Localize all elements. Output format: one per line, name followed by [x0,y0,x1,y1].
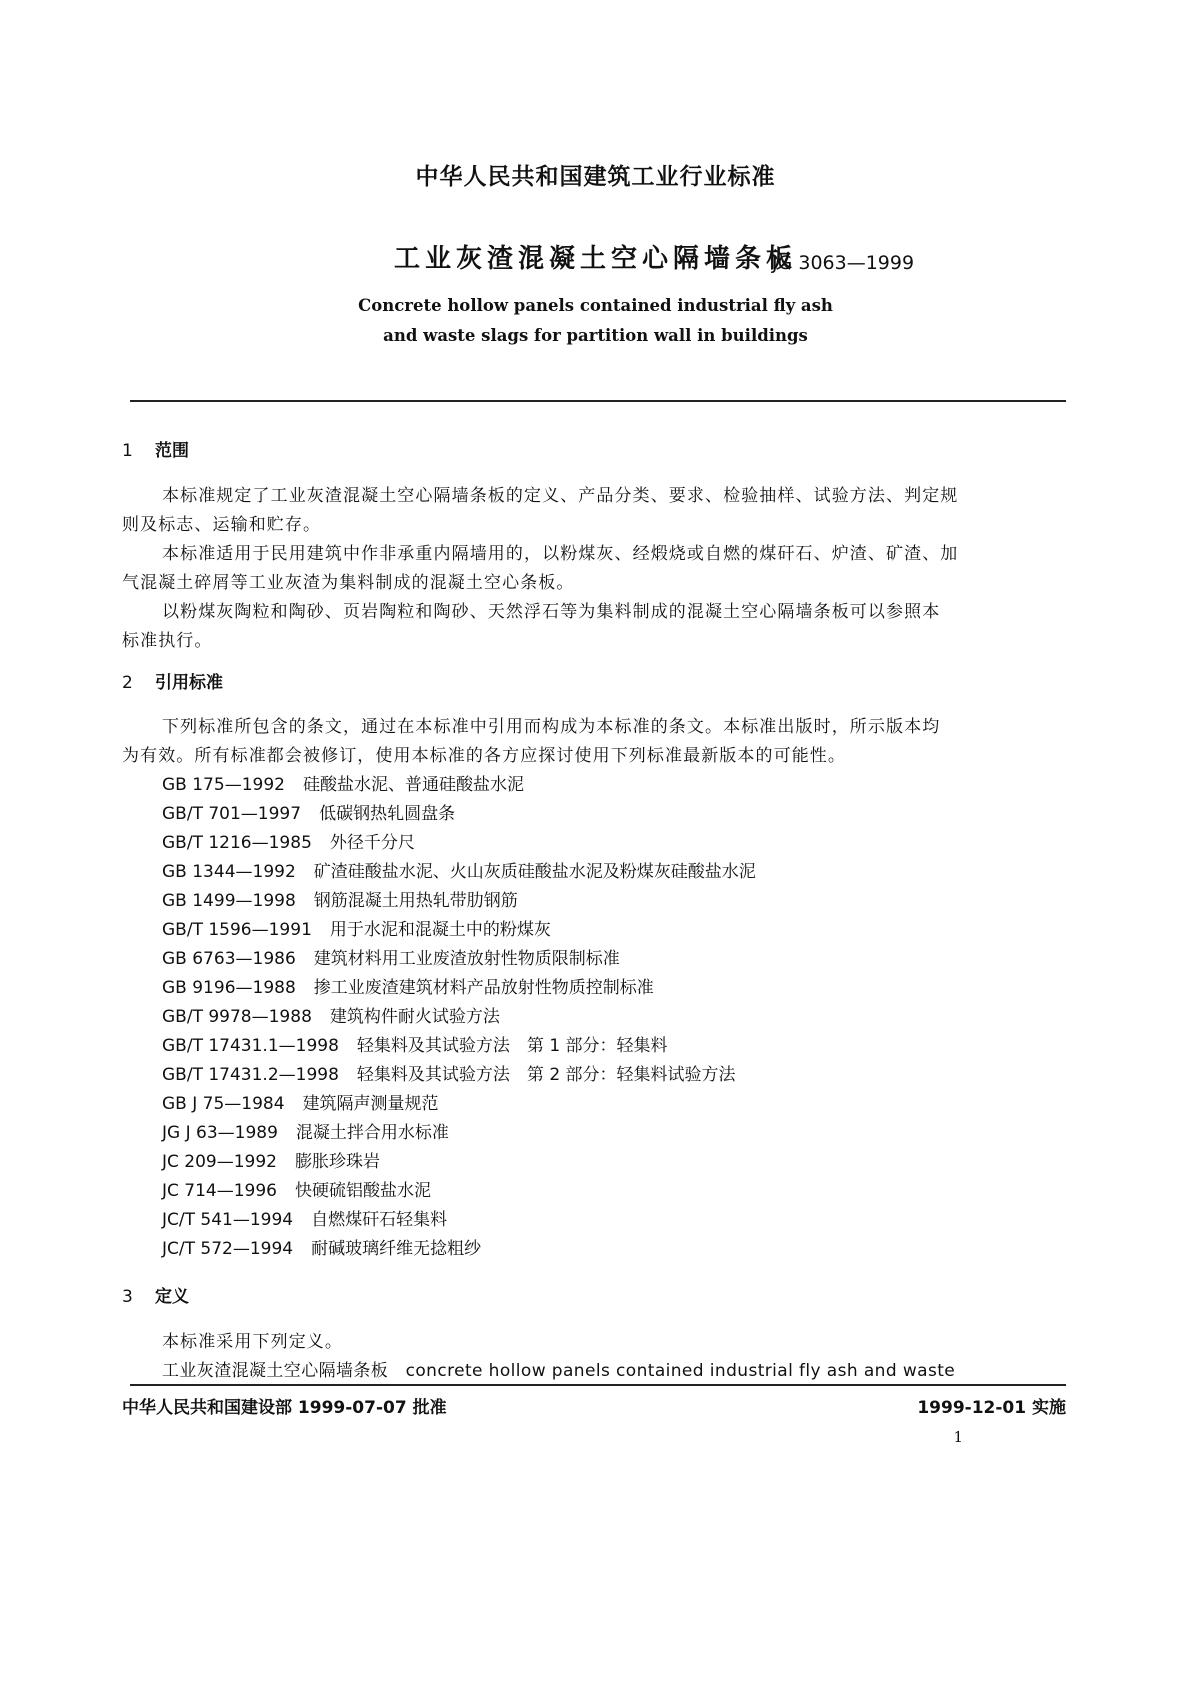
section-number: 3 [122,1287,133,1307]
page-number: 1 [953,1428,963,1446]
reference-title: 耐碱玻璃纤维无捻粗纱 [311,1239,482,1259]
document-title: 工业灰渣混凝土空心隔墙条板 [393,244,797,274]
section-title: 定义 [155,1287,189,1307]
industry-standard-header: 中华人民共和国建筑工业行业标准 [415,164,776,190]
reference-code: GB 175—1992 [162,775,285,795]
reference-code: JG J 63—1989 [162,1123,278,1143]
reference-title: 膨胀珍珠岩 [295,1152,380,1172]
paragraph-line: 则及标志、运输和贮存。 [122,515,322,535]
reference-standard [162,1060,736,1085]
reference-standard [162,1002,500,1027]
paragraph-line: 以粉煤灰陶粒和陶砂、页岩陶粒和陶砂、天然浮石等为集料制成的混凝土空心隔墙条板可以参照本 [162,602,941,622]
reference-standard [162,1176,431,1201]
paragraph-line: 工业灰渣混凝土空心隔墙条板 concrete hollow panels contained industrial fly ash and waste [162,1361,956,1381]
reference-title: 低碳钢热轧圆盘条 [319,804,456,824]
footer-divider [130,1384,1066,1386]
reference-code: JC 714—1996 [162,1181,277,1201]
reference-title: 建筑隔声测量规范 [302,1094,439,1114]
section-title: 范围 [155,441,189,461]
english-title-line-1: Concrete hollow panels contained industrial fly ash [358,296,833,315]
paragraph-line: 本标准适用于民用建筑中作非承重内隔墙用的，以粉煤灰、经煅烧或自燃的煤矸石、炉渣、矿渣、加 [162,544,959,564]
reference-code: GB/T 1216—1985 [162,833,312,853]
reference-title: 掺工业废渣建筑材料产品放射性物质控制标准 [313,978,654,998]
reference-code: GB/T 17431.2—1998 [162,1065,339,1085]
section-title: 引用标准 [155,673,223,693]
reference-standard [162,915,551,940]
reference-title: 建筑材料用工业废渣放射性物质限制标准 [313,949,620,969]
section-heading-3 [122,1282,189,1307]
reference-code: GB/T 9978—1988 [162,1007,312,1027]
reference-code: GB 1499—1998 [162,891,296,911]
reference-title: 钢筋混凝土用热轧带肋钢筋 [313,891,518,911]
reference-code: GB/T 701—1997 [162,804,302,824]
reference-code: GB/T 17431.1—1998 [162,1036,339,1056]
reference-code: JC/T 572—1994 [162,1239,294,1259]
reference-code: JC 209—1992 [162,1152,277,1172]
reference-code: GB 9196—1988 [162,978,296,998]
reference-title: 轻集料及其试验方法 第 2 部分：轻集料试验方法 [356,1065,736,1085]
paragraph-line: 本标准采用下列定义。 [162,1332,343,1352]
reference-standard [162,799,455,824]
paragraph-line: 气混凝土碎屑等工业灰渣为集料制成的混凝土空心条板。 [122,573,575,593]
reference-title: 矿渣硅酸盐水泥、火山灰质硅酸盐水泥及粉煤灰硅酸盐水泥 [313,862,756,882]
reference-standard [162,857,756,882]
section-number: 2 [122,673,133,693]
effective-date: 1999-12-01 实施 [917,1398,1066,1418]
section-number: 1 [122,441,133,461]
reference-standard [162,973,654,998]
reference-standard [162,1234,481,1259]
reference-standard [162,828,415,853]
paragraph-line: 为有效。所有标准都会被修订，使用本标准的各方应探讨使用下列标准最新版本的可能性。 [122,746,846,766]
reference-code: GB/T 1596—1991 [162,920,312,940]
approval-note: 中华人民共和国建设部 1999-07-07 批准 [122,1398,447,1418]
reference-title: 混凝土拌合用水标准 [295,1123,449,1143]
section-heading-1 [122,436,189,461]
reference-standard [162,1089,439,1114]
title-divider [130,400,1066,402]
reference-standard [162,1118,449,1143]
paragraph-line: 本标准规定了工业灰渣混凝土空心隔墙条板的定义、产品分类、要求、检验抽样、试验方法、判定规 [162,486,959,506]
reference-standard [162,1147,380,1172]
reference-code: GB 6763—1986 [162,949,296,969]
reference-standard [162,1031,668,1056]
reference-code: GB 1344—1992 [162,862,296,882]
reference-code: JC/T 541—1994 [162,1210,294,1230]
paragraph-line: 下列标准所包含的条文，通过在本标准中引用而构成为本标准的条文。本标准出版时，所示版本均 [162,717,941,737]
standard-code: JG 3063—1999 [772,252,915,274]
reference-standard [162,886,518,911]
reference-standard [162,770,524,795]
reference-code: GB J 75—1984 [162,1094,285,1114]
english-title-line-2: and waste slags for partition wall in buildings [383,326,808,345]
reference-title: 用于水泥和混凝土中的粉煤灰 [329,920,551,940]
reference-title: 轻集料及其试验方法 第 1 部分：轻集料 [356,1036,668,1056]
reference-title: 外径千分尺 [329,833,415,853]
reference-standard [162,1205,447,1230]
reference-title: 硅酸盐水泥、普通硅酸盐水泥 [302,775,524,795]
reference-title: 自燃煤矸石轻集料 [311,1210,448,1230]
reference-title: 建筑构件耐火试验方法 [329,1007,500,1027]
section-heading-2 [122,668,223,693]
paragraph-line: 标准执行。 [122,631,213,651]
reference-title: 快硬硫铝酸盐水泥 [295,1181,431,1201]
reference-standard [162,944,620,969]
